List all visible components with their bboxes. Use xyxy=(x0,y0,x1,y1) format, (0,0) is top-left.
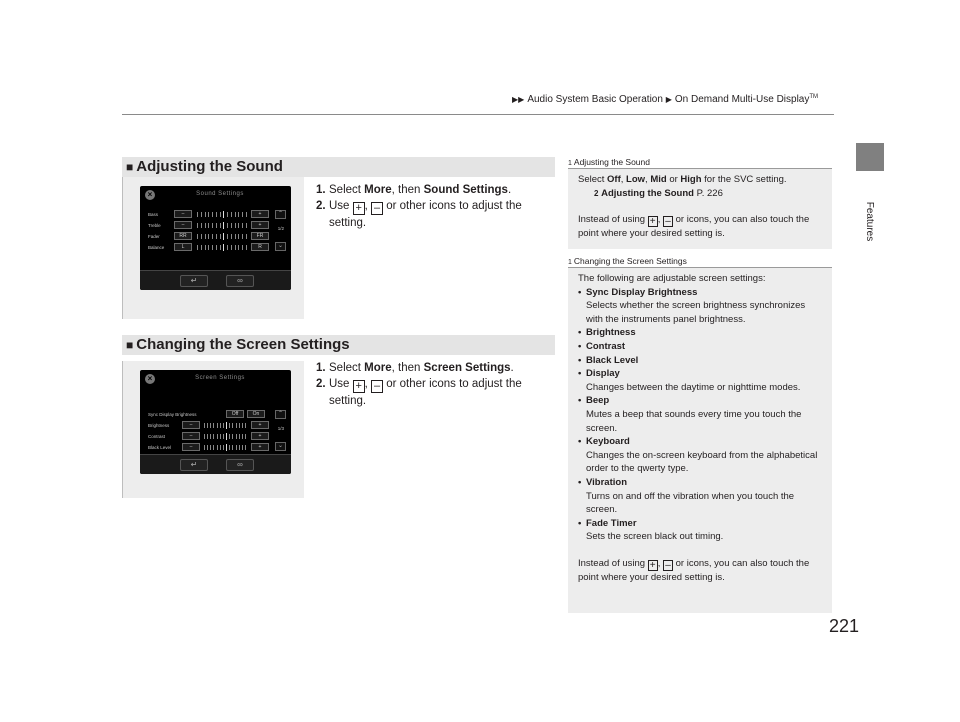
tick-mark xyxy=(223,211,224,218)
close-icon: × xyxy=(145,374,155,384)
tick-mark xyxy=(226,433,227,440)
tick-mark xyxy=(220,445,221,450)
menu-loop-icon: ∞ xyxy=(226,459,254,471)
tick-mark xyxy=(231,245,232,250)
balance-left-button: L xyxy=(174,243,192,251)
setting-row xyxy=(148,210,270,219)
setting-row xyxy=(148,232,270,241)
setting-row xyxy=(148,421,270,430)
tick-mark xyxy=(232,445,233,450)
square-bullet-icon: ■ xyxy=(126,338,134,352)
tick-mark xyxy=(223,445,224,450)
off-button: Off xyxy=(226,410,244,418)
setting-description: Mutes a beep that sounds every time you touch the screen. xyxy=(586,408,802,434)
tick-mark xyxy=(232,434,233,439)
minus-icon: – xyxy=(371,202,383,215)
tick-mark xyxy=(217,445,218,450)
minus-button: – xyxy=(182,421,200,429)
scroll-down-icon: ⌄ xyxy=(275,242,286,251)
tick-mark xyxy=(236,423,237,428)
tick-mark xyxy=(242,245,243,250)
minus-button: – xyxy=(174,210,192,218)
level-ticks xyxy=(197,223,247,228)
tick-mark xyxy=(197,223,198,228)
plus-button: + xyxy=(251,432,269,440)
fader-rear-button: RR xyxy=(174,232,192,240)
tick-mark xyxy=(242,434,243,439)
tick-mark xyxy=(238,234,239,239)
tick-mark xyxy=(208,223,209,228)
note-heading: 1 Changing the Screen Settings xyxy=(568,256,832,268)
tick-mark xyxy=(201,212,202,217)
screen-title: Sound Settings xyxy=(196,191,244,197)
screen-settings-screenshot xyxy=(122,361,304,498)
sound-settings-screenshot xyxy=(122,177,304,319)
setting-label: Fader xyxy=(148,234,160,239)
step-item: 2. Use + , – or other icons to adjust the setting. xyxy=(316,378,522,407)
tick-mark xyxy=(207,434,208,439)
breadcrumb-item: On Demand Multi-Use Display xyxy=(674,94,810,106)
tick-mark xyxy=(212,223,213,228)
page-indicator: 1/2 xyxy=(277,226,284,231)
setting-label: Treble xyxy=(148,223,161,228)
section-heading-adjusting-sound: ■ Adjusting the Sound xyxy=(122,157,555,177)
setting-description: Changes the on-screen keyboard from the alphabetical order to the qwerty type. xyxy=(586,449,818,475)
tick-mark xyxy=(212,234,213,239)
tick-mark xyxy=(245,445,246,450)
screen-steps xyxy=(316,360,552,409)
screen-settings-screen xyxy=(140,370,291,474)
level-ticks xyxy=(204,423,246,428)
plus-icon: + xyxy=(353,380,365,393)
tick-mark xyxy=(197,212,198,217)
tick-mark xyxy=(201,245,202,250)
note-intro: The following are adjustable screen settings: xyxy=(578,273,766,284)
step-item: 1. Select More, then Sound Settings. xyxy=(316,184,512,196)
tick-mark xyxy=(216,223,217,228)
setting-name: • Keyboard xyxy=(578,435,824,449)
screen-bottom-bar xyxy=(140,454,291,474)
minus-button: – xyxy=(174,221,192,229)
tick-mark xyxy=(208,245,209,250)
tick-mark xyxy=(220,223,221,228)
tick-mark xyxy=(216,212,217,217)
tick-mark xyxy=(205,212,206,217)
breadcrumb xyxy=(512,94,818,105)
tick-mark xyxy=(201,223,202,228)
tick-mark xyxy=(207,423,208,428)
tick-mark xyxy=(242,445,243,450)
note-body xyxy=(568,268,832,590)
setting-name: • Contrast xyxy=(578,340,824,354)
tick-mark xyxy=(217,434,218,439)
tick-mark xyxy=(227,223,228,228)
fader-front-button: FR xyxy=(251,232,269,240)
minus-icon: – xyxy=(663,560,673,571)
tick-mark xyxy=(236,445,237,450)
tick-mark xyxy=(210,445,211,450)
note-line: Select Off, Low, Mid or High for the SVC setting. xyxy=(578,174,787,185)
tick-mark xyxy=(223,434,224,439)
plus-button: + xyxy=(251,221,269,229)
setting-name: • Display xyxy=(578,367,824,381)
breadcrumb-arrow-icon: ▶ xyxy=(665,95,672,105)
side-tab-marker xyxy=(856,143,884,171)
trademark: TM xyxy=(809,94,819,100)
tick-mark xyxy=(235,234,236,239)
tick-mark xyxy=(223,222,224,229)
setting-row xyxy=(148,432,270,441)
tick-mark xyxy=(207,445,208,450)
setting-name: • Beep xyxy=(578,394,824,408)
tick-mark xyxy=(242,212,243,217)
tick-mark xyxy=(242,423,243,428)
note-icon: 1 xyxy=(568,259,572,266)
setting-name: • Black Level xyxy=(578,354,824,368)
tick-mark xyxy=(242,223,243,228)
tick-mark xyxy=(238,245,239,250)
note-line: Instead of using + , – or icons, you can also touch the point where your desired setting is. xyxy=(578,557,810,583)
setting-label: Bass xyxy=(148,212,159,217)
level-ticks xyxy=(197,234,247,239)
tick-mark xyxy=(239,434,240,439)
back-icon: ↵ xyxy=(180,275,208,287)
note-line: Instead of using + , – or icons, you can also touch the point where your desired setting is. xyxy=(578,214,810,240)
back-icon: ↵ xyxy=(180,459,208,471)
minus-button: – xyxy=(182,432,200,440)
tick-mark xyxy=(232,423,233,428)
tick-mark xyxy=(197,245,198,250)
setting-label: Contrast xyxy=(148,434,166,439)
tick-mark xyxy=(227,245,228,250)
tick-mark xyxy=(229,423,230,428)
tick-mark xyxy=(231,223,232,228)
note-adjusting-sound xyxy=(568,157,832,249)
tick-mark xyxy=(205,223,206,228)
tick-mark xyxy=(210,423,211,428)
tick-mark xyxy=(235,212,236,217)
setting-row xyxy=(148,243,270,252)
tick-mark xyxy=(246,212,247,217)
tick-mark xyxy=(216,234,217,239)
tick-mark xyxy=(212,245,213,250)
page-indicator: 1/3 xyxy=(277,426,284,431)
note-icon: 1 xyxy=(568,160,572,167)
tick-mark xyxy=(220,434,221,439)
tick-mark xyxy=(220,245,221,250)
scroll-up-icon: ⌃ xyxy=(275,210,286,219)
tick-mark xyxy=(220,212,221,217)
setting-name: • Vibration xyxy=(578,476,824,490)
tick-mark xyxy=(227,212,228,217)
step-item: 2. Use + , – or other icons to adjust the setting. xyxy=(316,200,522,229)
tick-mark xyxy=(235,223,236,228)
minus-icon: – xyxy=(371,380,383,393)
setting-row xyxy=(148,410,270,419)
setting-row xyxy=(148,221,270,230)
note-body xyxy=(568,169,832,247)
tick-mark xyxy=(204,434,205,439)
plus-icon: + xyxy=(648,216,658,227)
tick-mark xyxy=(236,434,237,439)
minus-button: – xyxy=(182,443,200,451)
page-number: 221 xyxy=(829,616,860,636)
tick-mark xyxy=(246,245,247,250)
tick-mark xyxy=(231,212,232,217)
side-tab-label: Features xyxy=(864,201,876,241)
setting-label: Black Level xyxy=(148,445,172,450)
tick-mark xyxy=(238,223,239,228)
tick-mark xyxy=(231,234,232,239)
tick-mark xyxy=(238,212,239,217)
menu-loop-icon: ∞ xyxy=(226,275,254,287)
tick-mark xyxy=(226,444,227,451)
plus-button: + xyxy=(251,443,269,451)
plus-icon: + xyxy=(353,202,365,215)
tick-mark xyxy=(229,434,230,439)
tick-mark xyxy=(208,212,209,217)
setting-name: • Brightness xyxy=(578,326,824,340)
minus-icon: – xyxy=(663,216,673,227)
level-ticks xyxy=(204,445,246,450)
level-ticks xyxy=(204,434,246,439)
setting-label: Balance xyxy=(148,245,165,250)
tick-mark xyxy=(205,234,206,239)
tick-mark xyxy=(217,423,218,428)
note-screen-settings xyxy=(568,256,832,613)
tick-mark xyxy=(223,233,224,240)
level-ticks xyxy=(197,212,247,217)
setting-name: • Fade Timer xyxy=(578,517,824,531)
setting-description: Selects whether the screen brightness synchronizes with the instruments panel brightness. xyxy=(586,300,806,325)
screen-bottom-bar xyxy=(140,270,291,290)
setting-row xyxy=(148,443,270,452)
tick-mark xyxy=(210,434,211,439)
header-rule xyxy=(122,114,834,115)
close-icon: × xyxy=(145,190,155,200)
tick-mark xyxy=(239,445,240,450)
tick-mark xyxy=(204,423,205,428)
screen-title: Screen Settings xyxy=(195,375,245,381)
tick-mark xyxy=(223,244,224,251)
setting-description: Turns on and off the vibration when you touch the screen. xyxy=(586,490,795,516)
tick-mark xyxy=(223,423,224,428)
tick-mark xyxy=(212,212,213,217)
sound-steps xyxy=(316,182,552,231)
level-ticks xyxy=(197,245,247,250)
setting-name: • Sync Display Brightness xyxy=(578,286,824,300)
breadcrumb-arrow-icon: ▶▶ xyxy=(512,95,525,105)
tick-mark xyxy=(246,234,247,239)
cross-reference[interactable]: 2 Adjusting the Sound P. 226 xyxy=(594,187,723,199)
tick-mark xyxy=(220,423,221,428)
tick-mark xyxy=(246,223,247,228)
scroll-up-icon: ⌃ xyxy=(275,410,286,419)
tick-mark xyxy=(245,423,246,428)
on-button: On xyxy=(247,410,265,418)
tick-mark xyxy=(242,234,243,239)
step-item: 1. Select More, then Screen Settings. xyxy=(316,362,514,374)
setting-label: Brightness xyxy=(148,423,170,428)
tick-mark xyxy=(205,245,206,250)
plus-icon: + xyxy=(648,560,658,571)
tick-mark xyxy=(213,434,214,439)
scroll-down-icon: ⌄ xyxy=(275,442,286,451)
tick-mark xyxy=(216,245,217,250)
tick-mark xyxy=(197,234,198,239)
tick-mark xyxy=(239,423,240,428)
tick-mark xyxy=(204,445,205,450)
setting-description: Sets the screen black out timing. xyxy=(586,531,724,543)
balance-right-button: R xyxy=(251,243,269,251)
tick-mark xyxy=(208,234,209,239)
tick-mark xyxy=(235,245,236,250)
tick-mark xyxy=(226,422,227,429)
sound-settings-screen xyxy=(140,186,291,290)
tick-mark xyxy=(245,434,246,439)
tick-mark xyxy=(201,234,202,239)
setting-description: Changes between the daytime or nighttime modes. xyxy=(586,381,801,393)
tick-mark xyxy=(227,234,228,239)
tick-mark xyxy=(229,445,230,450)
settings-list xyxy=(578,286,824,544)
tick-mark xyxy=(213,445,214,450)
breadcrumb-item: Audio System Basic Operation xyxy=(527,94,663,106)
tick-mark xyxy=(220,234,221,239)
tick-mark xyxy=(213,423,214,428)
square-bullet-icon: ■ xyxy=(126,160,134,174)
reference-arrow-icon: 2 xyxy=(594,188,599,198)
plus-button: + xyxy=(251,421,269,429)
plus-button: + xyxy=(251,210,269,218)
note-heading: 1 Adjusting the Sound xyxy=(568,157,832,169)
section-heading-screen-settings: ■ Changing the Screen Settings xyxy=(122,335,555,355)
setting-label: Sync Display Brightness xyxy=(148,412,197,417)
